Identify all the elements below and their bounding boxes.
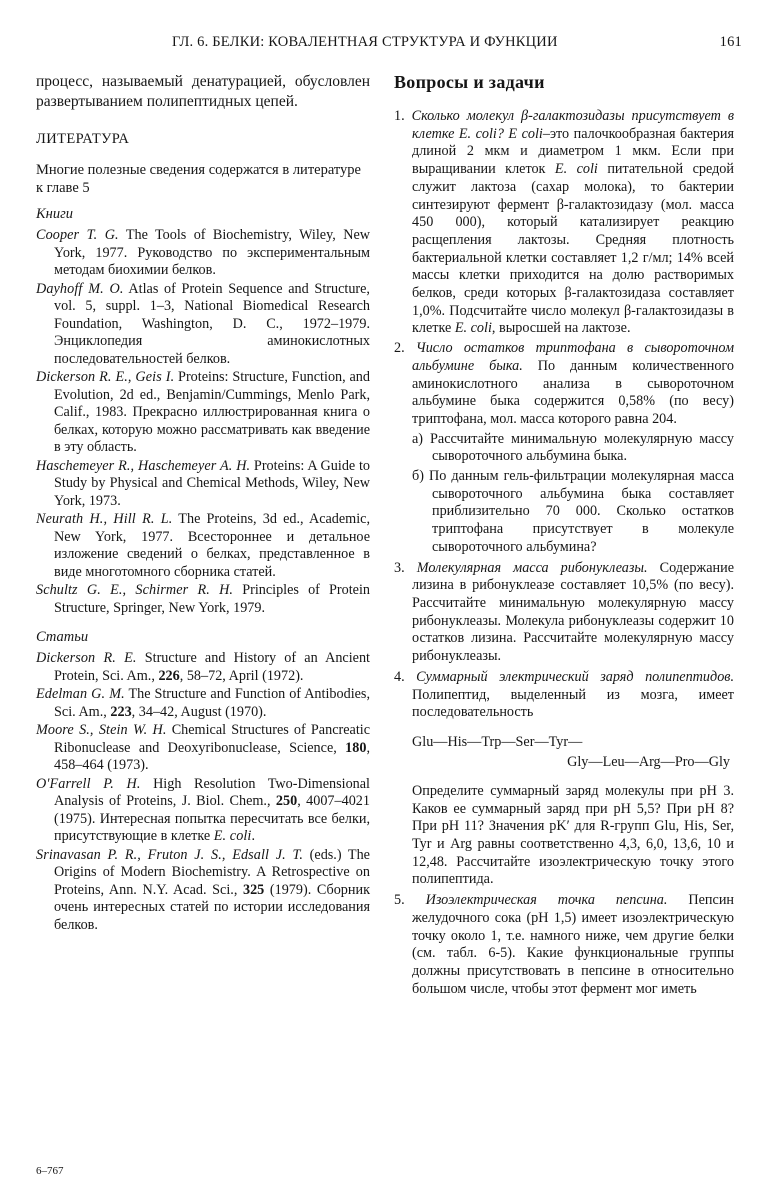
ref-text: Structure and History of an Ancient Protein, Sci. Am., [54, 650, 370, 684]
questions-heading: Вопросы и задачи [394, 72, 545, 92]
ref-text-end: (1979). Сборник очень интересных статей по истории исследования белков. [54, 881, 370, 933]
ref-authors: Dickerson R. E., Geis I. [36, 369, 175, 385]
ref-authors: Cooper T. G. [36, 227, 119, 243]
reference-book-3 [36, 369, 370, 457]
question-body: По данным количественного аминокислотного анализа в сывороточном альбумине быка содержится 0,58% (по весу) триптофана, мол. масса которого равна 204. [412, 357, 734, 427]
question-body-end: , выросшей на лактозе. [491, 320, 631, 337]
reference-article-3 [36, 722, 370, 775]
question-body: Пепсин желудочного сока (pH 1,5) имеет изоэлектрическую точку около 1, т.е. намного ниже, чем другие белки (см. табл. 6-5). Какие функциональные группы должны присутствовать в пепсине в относительно большом числе, чтобы этот фермент мог иметь [412, 892, 735, 997]
left-column [36, 72, 370, 935]
chapter-title: ГЛ. 6. БЕЛКИ: КОВАЛЕНТНАЯ СТРУКТУРА И ФУНКЦИИ [172, 34, 558, 50]
question-2a: а) Рассчитайте минимальную молекулярную массу сывороточного альбумина быка. [412, 430, 734, 465]
ref-authors: Neurath H., Hill R. L. [36, 511, 173, 527]
ref-text: Principles of Protein Structure, Springer, New York, 1979. [54, 582, 370, 616]
ref-text: The Tools of Biochemistry, Wiley, New York, 1977. Руководство по экспериментальным методам биохимии белков. [54, 227, 370, 278]
ref-tail: . [251, 828, 256, 844]
question-1 [394, 108, 734, 338]
ref-text-end: , 58–72, April (1972). [179, 667, 304, 684]
page-number: 161 [719, 34, 742, 50]
ref-volume: 325 [242, 881, 265, 898]
question-body: Полипептид, выделенный из мозга, имеет последовательность [412, 686, 734, 721]
question-number: 2. [394, 340, 405, 357]
question-4 [394, 669, 734, 722]
ref-text: Chemical Structures of Pancreatic Ribonuclease and Deoxyribonuclease, Science, [54, 722, 370, 756]
question-4-continuation: Определите суммарный заряд молекулы при pH 3. Каков ее суммарный заряд при pH 5,5? При pH 8? При pH 11? Значения pK′ для R-групп Glu, His, Ser, Tyr и Arg равны соответственно 4,3, 6,0, 13,6, 10 и 12,48. Рассчитайте изоэлектрическую точку этого полипептида. [412, 782, 734, 888]
literature-heading: ЛИТЕРАТУРА [36, 131, 130, 147]
ref-volume: 180 [345, 739, 367, 756]
articles-heading: Статьи [36, 629, 89, 645]
ref-text: Proteins: Structure, Function, and Evolution, 2d ed., Benjamin/Cummings, Menlo Park, Calif., 1983. Прекрасно иллюстрированная книга о белках, которую можно рассматривать как введение в эту область. [54, 369, 370, 455]
ref-text: (eds.) The Origins of Modern Biochemistry. A Retrospective on Proteins, Ann. N.Y. Acad. Sci., [54, 846, 370, 898]
question-number: 5. [394, 892, 405, 909]
reference-book-4 [36, 458, 370, 511]
signature-mark: 6–767 [36, 1165, 64, 1177]
question-title: Сколько молекул β-галактозидазы присутствует в клетке E. coli? E coli [411, 108, 735, 142]
question-title: Суммарный электрический заряд полипептидов. [416, 668, 734, 685]
books-heading: Книги [36, 206, 73, 222]
reference-book-1 [36, 227, 370, 280]
right-column [394, 72, 734, 1000]
literature-intro: Многие полезные сведения содержатся в литературе к главе 5 [36, 162, 361, 196]
question-3 [394, 560, 734, 666]
ref-authors: Edelman G. M. [36, 686, 125, 702]
question-body: Содержание лизина в рибонуклеазе составляет 10,5% (по весу). Рассчитайте минимальную молекулярную массу рибонуклеазы. Молекула рибонуклеазы содержит 10 остатков лизина. Рассчитайте молекулярную массу рибонуклеазы. [412, 559, 734, 665]
ref-text: Atlas of Protein Sequence and Structure, vol. 5, suppl. 1–3, National Biomedical Research Foundation, Washington, D. C., 1972–1979. Энциклопедия аминокислотных последовательностей белков. [54, 280, 370, 367]
reference-book-6 [36, 582, 370, 617]
ref-text-end: , 458–464 (1973). [54, 739, 370, 773]
question-body: –это палочкообразная бактерия длиной 2 мкм и диаметром 1 мкм. Если при выращивании клеток [412, 125, 734, 178]
peptide-sequence-line-2: Gly—Leu—Arg—Pro—Gly [567, 753, 730, 770]
peptide-sequence-line-1: Glu—His—Trp—Ser—Tyr— [412, 733, 583, 750]
question-5 [394, 892, 734, 998]
ref-text: Proteins: A Guide to Study by Physical and Chemical Methods, Wiley, New York, 1973. [54, 457, 370, 509]
ref-volume: 226 [158, 667, 180, 684]
question-title: Число остатков триптофана в сывороточном альбумине быка. [412, 340, 735, 374]
reference-article-1 [36, 650, 370, 685]
question-title: Молекулярная масса рибонуклеазы. [416, 559, 648, 576]
question-body-cont: питательной средой служит лактоза (сахар молока), то бактерии синтезируют фермент β-галактозидазу (мол. масса 450 000), который катализирует реакцию расщепления лактозы. Средняя плотность бактериальной клетки составляет 1,2 г/мл; 14% всей массы клетки приходится на долю растворимых белков, среди которых β-галактозидаза составляет 1,0%. Подсчитайте число молекул β-галактозидазы в клетке [412, 161, 734, 337]
reference-article-2 [36, 686, 370, 721]
question-number: 1. [394, 108, 405, 124]
ref-authors: Dayhoff M. O. [36, 280, 124, 297]
ref-text: The Structure and Function of Antibodies, Sci. Am., [54, 686, 370, 720]
ref-text-end: , 34–42, August (1970). [131, 703, 267, 720]
ref-authors: Moore S., Stein W. H. [36, 722, 167, 738]
question-title: Изоэлектрическая точка пепсина. [425, 892, 668, 909]
ref-organism: E. coli [213, 828, 252, 844]
reference-book-2 [36, 281, 370, 369]
question-2b: б) По данным гель-фильтрации молекулярная масса сывороточного альбумина быка составляет приблизительно 70 000. Сколько остатков триптофана присутствует в молекуле сывороточного альбумина? [412, 468, 734, 555]
ref-volume: 250 [275, 793, 298, 809]
reference-article-4 [36, 776, 370, 846]
organism-name: E. coli [454, 320, 492, 337]
reference-book-5 [36, 511, 370, 581]
ref-text: The Proteins, 3d ed., Academic, New York, 1977. Всестороннее и детальное изложение сведений о белках, представленное в виде многотомного сборника статей. [54, 511, 370, 580]
ref-text: High Resolution Two-Dimensional Analysis of Proteins, J. Biol. Chem., [54, 775, 370, 809]
ref-authors: Srinavasan P. R., Fruton J. S., Edsall J. T. [36, 846, 304, 863]
reference-article-5 [36, 847, 370, 935]
question-number: 4. [394, 668, 405, 685]
ref-authors: Schultz G. E., Schirmer R. H. [36, 582, 234, 598]
question-2 [394, 340, 734, 429]
ref-authors: Haschemeyer R., Haschemeyer A. H. [36, 457, 251, 474]
ref-authors: O'Farrell P. H. [36, 775, 141, 792]
question-number: 3. [394, 559, 405, 576]
ref-text-end: , 4007–4021 (1975). Интересная попытка пересчитать все белки, присутствующие в клетке [54, 793, 370, 844]
lead-paragraph: процесс, называемый денатурацией, обусловлен развертыванием полипептидных цепей. [36, 73, 370, 110]
ref-volume: 223 [110, 703, 132, 720]
ref-authors: Dickerson R. E. [36, 650, 137, 666]
organism-name: E. coli [554, 161, 598, 178]
